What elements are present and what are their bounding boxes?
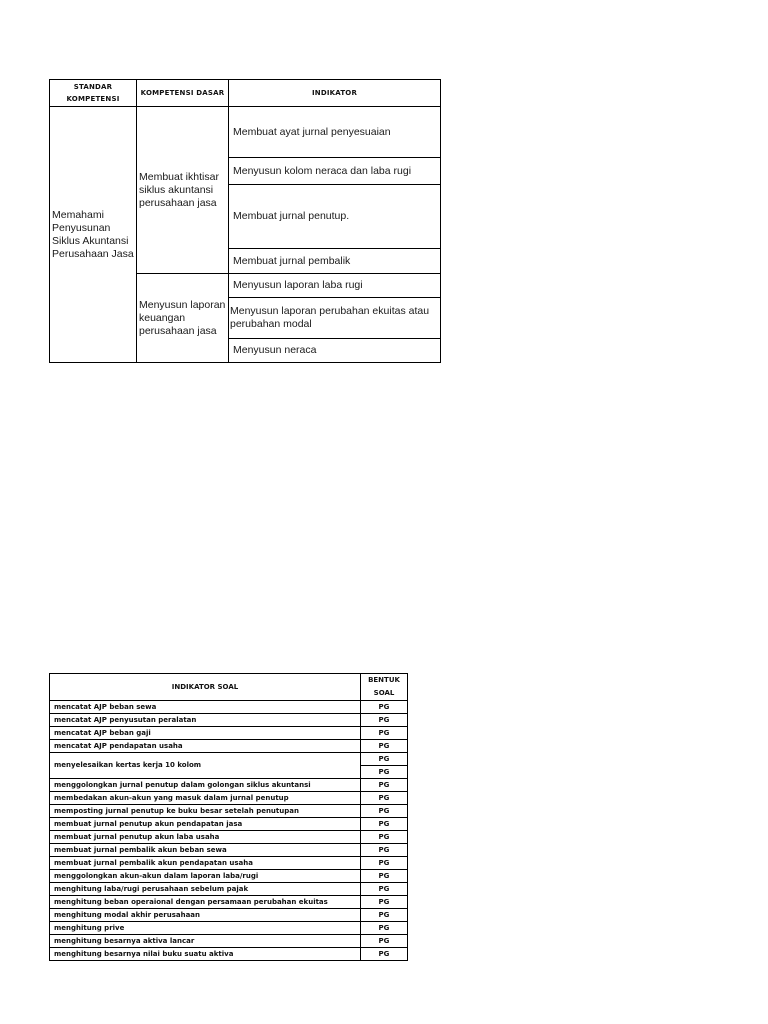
bentuk-soal-cell: PG [361,857,408,870]
indikator-cell: Menyusun laporan perubahan ekuitas atau perubahan modal [229,298,441,339]
bentuk-soal-cell: PG [361,909,408,922]
indikator-cell: Menyusun laporan laba rugi [229,274,441,298]
table-row [50,740,408,753]
competency-table [49,79,441,363]
indikator-cell: Membuat jurnal penutup. [229,185,441,249]
bentuk-soal-cell: PG [361,714,408,727]
indikator-soal-cell: memposting jurnal penutup ke buku besar setelah penutupan [50,805,361,818]
bentuk-soal-cell: PG [361,753,408,766]
indikator-soal-cell: menghitung laba/rugi perusahaan sebelum pajak [50,883,361,896]
header-kompetensi-dasar: KOMPETENSI DASAR [137,80,229,107]
bentuk-soal-cell: PG [361,883,408,896]
table-row [50,727,408,740]
bentuk-soal-cell: PG [361,701,408,714]
table-row [50,714,408,727]
bentuk-soal-cell: PG [361,922,408,935]
table-row [50,844,408,857]
indikator-soal-cell: mencatat AJP penyusutan peralatan [50,714,361,727]
kompetensi-dasar-cell: Menyusun laporan keuangan perusahaan jasa [137,274,229,363]
indikator-soal-cell: menggolongkan akun-akun dalam laporan laba/rugi [50,870,361,883]
bentuk-soal-cell: PG [361,948,408,961]
indikator-cell: Membuat jurnal pembalik [229,249,441,274]
table-row [50,857,408,870]
header-bentuk-soal: BENTUK SOAL [361,674,408,701]
table-row [50,909,408,922]
table-row [50,107,441,158]
bentuk-soal-cell: PG [361,740,408,753]
indikator-cell: Membuat ayat jurnal penyesuaian [229,107,441,158]
table-row [50,883,408,896]
indikator-soal-cell: menghitung modal akhir perusahaan [50,909,361,922]
indikator-soal-cell: menyelesaikan kertas kerja 10 kolom [50,753,361,779]
standar-kompetensi-cell: Memahami Penyusunan Siklus Akuntansi Perusahaan Jasa [50,107,137,363]
bentuk-soal-cell: PG [361,935,408,948]
question-indicator-table [49,673,408,961]
table-row [50,701,408,714]
bentuk-soal-cell: PG [361,844,408,857]
bentuk-soal-cell: PG [361,792,408,805]
table-row [50,896,408,909]
indikator-soal-cell: mencatat AJP pendapatan usaha [50,740,361,753]
indikator-soal-cell: membuat jurnal pembalik akun pendapatan usaha [50,857,361,870]
table-row [50,870,408,883]
table-row [50,831,408,844]
bentuk-soal-cell: PG [361,870,408,883]
header-standar-kompetensi: STANDAR KOMPETENSI [50,80,137,107]
bentuk-soal-cell: PG [361,896,408,909]
kompetensi-dasar-cell: Membuat ikhtisar siklus akuntansi perusahaan jasa [137,107,229,274]
indikator-soal-cell: membedakan akun-akun yang masuk dalam jurnal penutup [50,792,361,805]
indikator-soal-cell: menghitung beban operaional dengan persamaan perubahan ekuitas [50,896,361,909]
indikator-soal-cell: menghitung prive [50,922,361,935]
indikator-soal-cell: mencatat AJP beban sewa [50,701,361,714]
bentuk-soal-cell: PG [361,766,408,779]
indikator-cell: Menyusun neraca [229,339,441,363]
table-row [50,818,408,831]
competency-header-row [50,80,441,107]
bentuk-soal-cell: PG [361,779,408,792]
bentuk-soal-cell: PG [361,831,408,844]
header-indikator: INDIKATOR [229,80,441,107]
table-row [50,948,408,961]
indikator-cell: Menyusun kolom neraca dan laba rugi [229,158,441,185]
bentuk-soal-cell: PG [361,805,408,818]
indikator-soal-cell: membuat jurnal penutup akun pendapatan jasa [50,818,361,831]
table-row [50,792,408,805]
table-row [50,753,408,766]
table-row [50,935,408,948]
question-header-row [50,674,408,701]
indikator-soal-cell: menghitung besarnya nilai buku suatu aktiva [50,948,361,961]
bentuk-soal-cell: PG [361,727,408,740]
indikator-soal-cell: menghitung besarnya aktiva lancar [50,935,361,948]
table-row [50,779,408,792]
indikator-soal-cell: menggolongkan jurnal penutup dalam golongan siklus akuntansi [50,779,361,792]
indikator-soal-cell: membuat jurnal pembalik akun beban sewa [50,844,361,857]
indikator-soal-cell: membuat jurnal penutup akun laba usaha [50,831,361,844]
table-row [50,805,408,818]
indikator-soal-cell: mencatat AJP beban gaji [50,727,361,740]
table-row [50,922,408,935]
bentuk-soal-cell: PG [361,818,408,831]
header-indikator-soal: INDIKATOR SOAL [50,674,361,701]
